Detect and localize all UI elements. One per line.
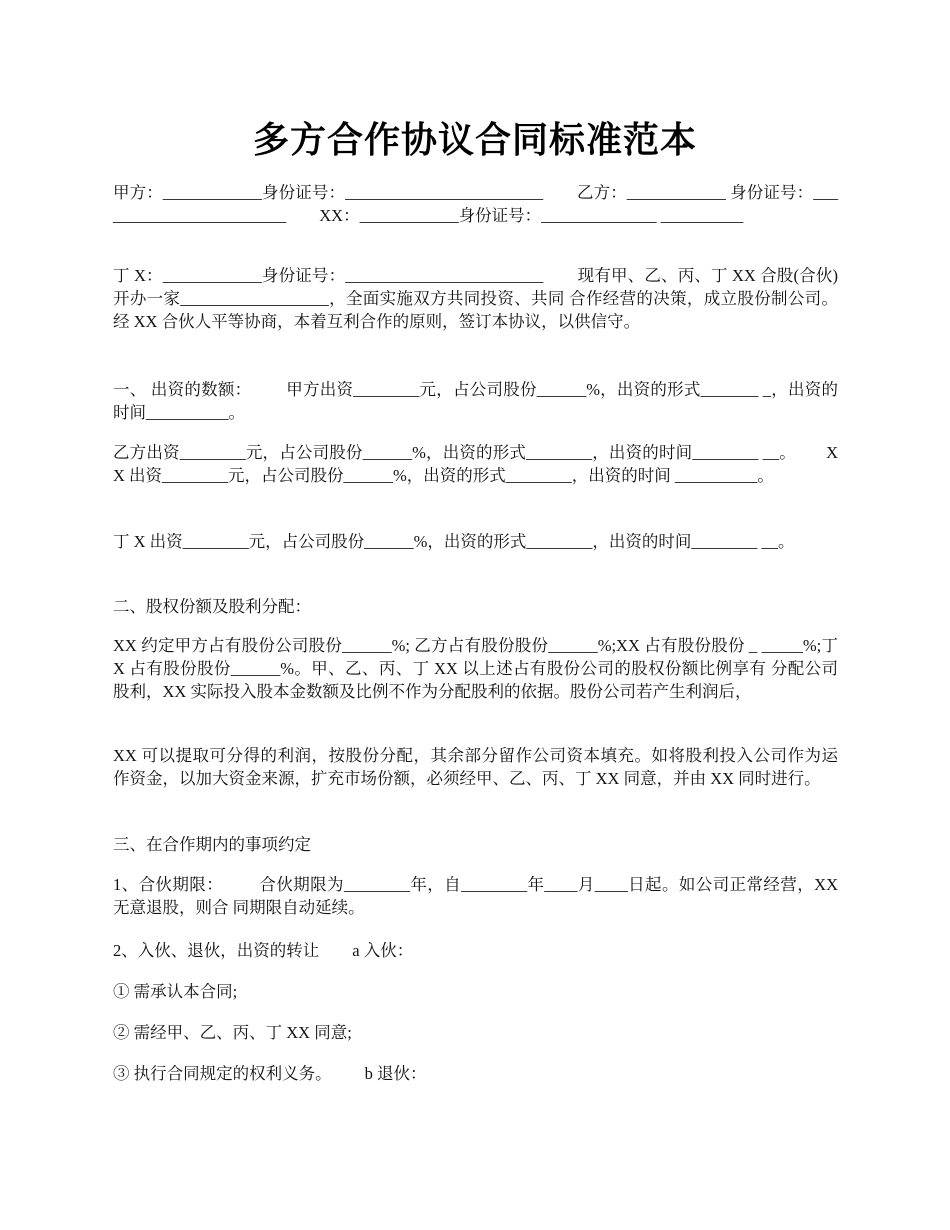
join-withdraw-heading: 2、入伙、退伙，出资的转让 a 入伙： [113,941,414,960]
document-title: 多方合作协议合同标准范本 [252,120,697,161]
partnership-term-paragraph: 1、合伙期限： 合伙期限为________年，自________年____月____日起。如公司正常经营，XX 无意退股，则合 同期限自动延续。 [113,875,843,917]
intro-paragraph: 丁 X：____________身份证号：________________________ 现有甲、乙、丙、丁 XX 合股(合伙)开办一家__________________，全面实施双方共同投资、共同 合作经营的决策，成立股份制公司。经 XX 合伙人平等协商，本着互利合作的原则，签订本协议，以供信守。 [113,266,838,331]
contribution-jia-paragraph: 一、 出资的数额： 甲方出资________元，占公司股份______%，出资的形式_______ _，出资的时间__________。 [113,380,838,422]
join-condition-2: ② 需经甲、乙、丙、丁 XX 同意; [113,1023,352,1042]
equity-share-paragraph: XX 约定甲方占有股份公司股份______%; 乙方占有股份股份______%;XX 占有股份股份 _ _____%;丁 X 占有股份股份______%。甲、乙、丙、丁 XX 以上述占有股份公司的股权份额比例享有 分配公司股利，XX 实际投入股本金数额及比例不作为分配股利的依据。股份公司若产生利润后， [113,636,843,701]
section-three-heading: 三、在合作期内的事项约定 [113,835,311,854]
profit-allocation-paragraph: XX 可以提取可分得的利润，按股份分配，其余部分留作公司资本填充。如将股利投入公司作为运 作资金，以加大资金来源，扩充市场份额，必须经甲、乙、丙、丁 XX 同意，并由 XX 同时进行。 [113,746,843,788]
section-two-heading: 二、股权份额及股利分配： [113,597,311,616]
join-condition-3: ③ 执行合同规定的权利义务。 b 退伙： [113,1064,427,1083]
parties-paragraph: 甲方：____________身份证号：________________________ 乙方：____________ 身份证号：________________________ XX：____________身份证号：______________ __________ [113,183,838,225]
contribution-yi-paragraph: 乙方出资________元，占公司股份______%，出资的形式________，出资的时间________ __。 XX 出资________元，占公司股份______%，出资的形式________，出资的时间 __________。 [113,443,838,485]
contribution-ding-paragraph: 丁 X 出资________元，占公司股份______%，出资的形式________，出资的时间________ __。 [113,532,795,551]
join-condition-1: ① 需承认本合同; [113,982,238,1001]
